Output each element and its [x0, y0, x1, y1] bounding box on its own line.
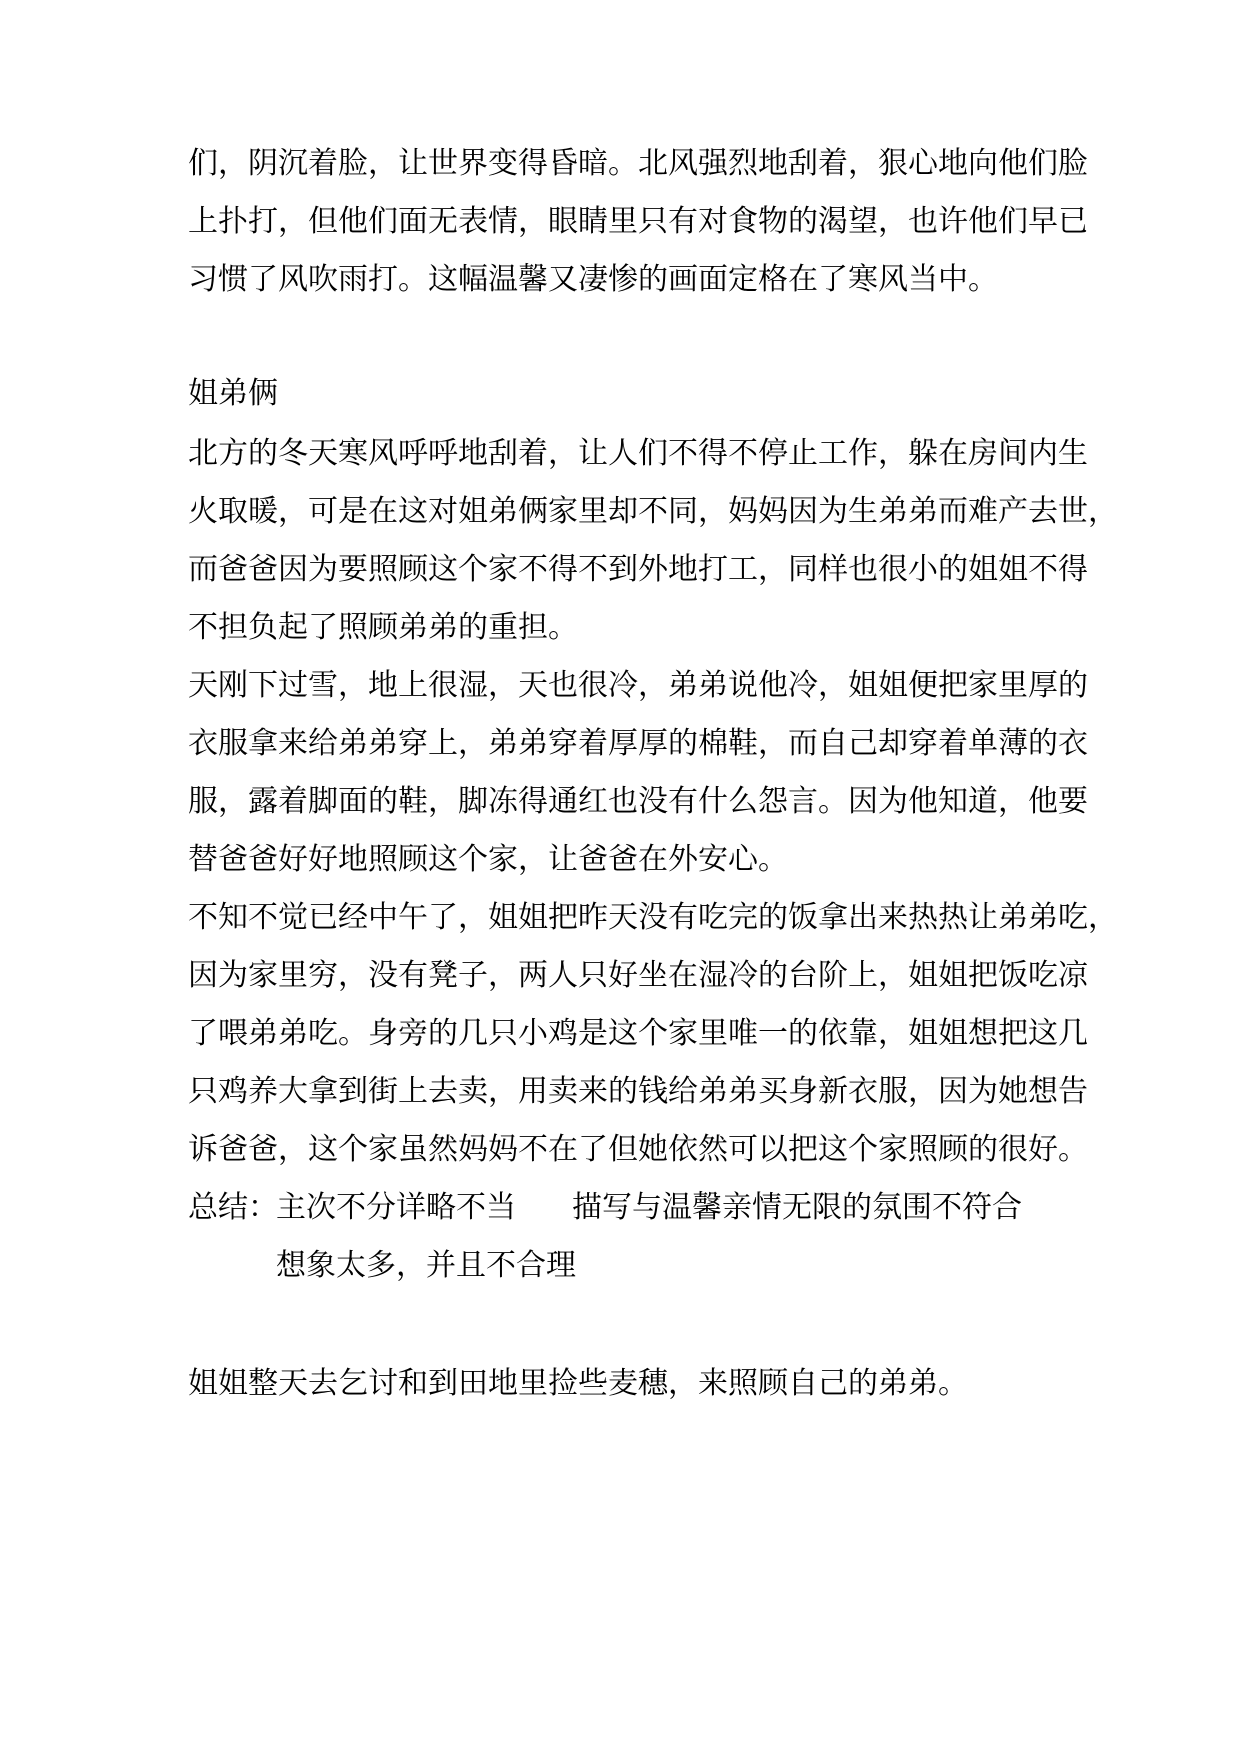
intro-line: 上扑打，但他们面无表情，眼睛里只有对食物的渴望，也许他们早已 — [188, 204, 1088, 239]
paragraph-line: 只鸡养大拿到街上去卖，用卖来的钱给弟弟买身新衣服，因为她想告 — [188, 1074, 1088, 1109]
closing-line: 姐姐整天去乞讨和到田地里捡些麦穗，来照顾自己的弟弟。 — [188, 1366, 968, 1401]
paragraph-line: 了喂弟弟吃。身旁的几只小鸡是这个家里唯一的依靠，姐姐想把这几 — [188, 1016, 1088, 1051]
paragraph-line: 诉爸爸，这个家虽然妈妈不在了但她依然可以把这个家照顾的很好。 — [188, 1132, 1088, 1167]
summary-point: 主次不分详略不当 — [276, 1190, 516, 1225]
summary-point: 描写与温馨亲情无限的氛围不符合 — [572, 1190, 1022, 1225]
essay-title: 姐弟俩 — [188, 376, 278, 411]
paragraph-line: 而爸爸因为要照顾这个家不得不到外地打工，同样也很小的姐姐不得 — [188, 552, 1088, 587]
paragraph-line: 因为家里穷，没有凳子，两人只好坐在湿冷的台阶上，姐姐把饭吃凉 — [188, 958, 1088, 993]
paragraph-line: 衣服拿来给弟弟穿上，弟弟穿着厚厚的棉鞋，而自己却穿着单薄的衣 — [188, 726, 1088, 761]
summary-row — [0, 1188, 1241, 1228]
paragraph-line: 服，露着脚面的鞋，脚冻得通红也没有什么怨言。因为他知道，他要 — [188, 784, 1088, 819]
intro-line: 习惯了风吹雨打。这幅温馨又凄惨的画面定格在了寒风当中。 — [188, 262, 998, 297]
intro-line: 们，阴沉着脸，让世界变得昏暗。北风强烈地刮着，狠心地向他们脸 — [188, 146, 1088, 181]
paragraph-line: 火取暖，可是在这对姐弟俩家里却不同，妈妈因为生弟弟而难产去世， — [188, 494, 1118, 529]
paragraph-line: 不担负起了照顾弟弟的重担。 — [188, 610, 578, 645]
summary-point: 想象太多，并且不合理 — [276, 1248, 576, 1283]
summary-label: 总结： — [188, 1190, 278, 1225]
paragraph-line: 天刚下过雪，地上很湿，天也很冷，弟弟说他冷，姐姐便把家里厚的 — [188, 668, 1088, 703]
paragraph-line: 北方的冬天寒风呼呼地刮着，让人们不得不停止工作，躲在房间内生 — [188, 436, 1088, 471]
paragraph-line: 替爸爸好好地照顾这个家，让爸爸在外安心。 — [188, 842, 788, 877]
paragraph-line: 不知不觉已经中午了，姐姐把昨天没有吃完的饭拿出来热热让弟弟吃， — [188, 900, 1118, 935]
